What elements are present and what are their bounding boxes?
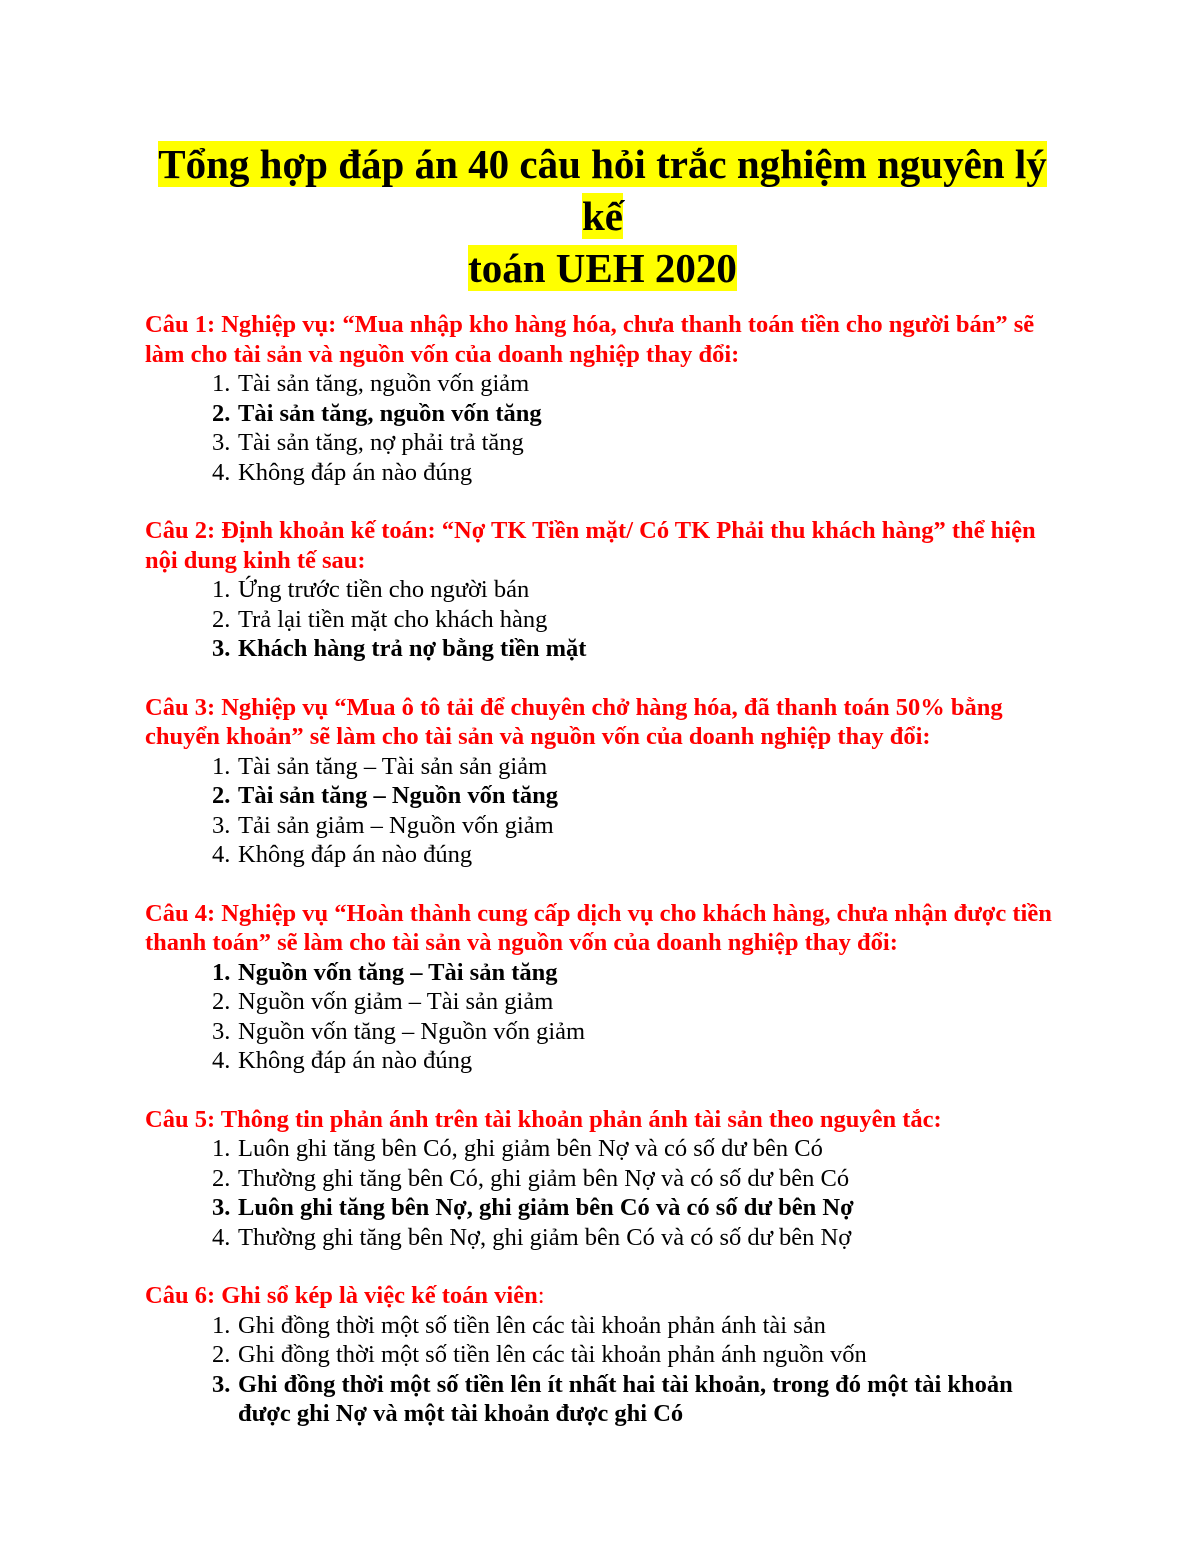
option-text: Nguồn vốn giảm – Tài sản giảm	[238, 988, 554, 1015]
answer-option	[212, 369, 1060, 399]
title-line-1: Tổng hợp đáp án 40 câu hỏi trắc nghiệm nguyên lý kế	[158, 141, 1047, 239]
option-number: 1.	[212, 1311, 231, 1339]
question-label: Câu 6: Ghi sổ kép là việc kế toán viên	[145, 1282, 538, 1309]
option-text: Ghi đồng thời một số tiền lên các tài khoản phản ánh tài sản	[238, 1311, 826, 1339]
option-number: 2.	[212, 782, 231, 809]
answer-option	[212, 428, 1060, 458]
option-number: 3.	[212, 811, 231, 839]
answer-options	[145, 1311, 1060, 1429]
option-number: 4.	[212, 458, 231, 486]
option-text: Nguồn vốn tăng – Nguồn vốn giảm	[238, 1017, 586, 1045]
question-label: Câu 4: Nghiệp vụ “Hoàn thành cung cấp dịch vụ cho khách hàng, chưa nhận được tiền thanh toán” sẽ làm cho tài sản và nguồn vốn của doanh nghiệp thay đổi:	[145, 899, 1052, 956]
question-block	[145, 1281, 1060, 1429]
question-block	[145, 310, 1060, 487]
option-text: Thường ghi tăng bên Nợ, ghi giảm bên Có và có số dư bên Nợ	[238, 1223, 852, 1251]
option-number: 1.	[212, 1135, 231, 1162]
correct-answer-option	[212, 781, 1060, 811]
question-text	[145, 1105, 1060, 1135]
option-text: Khách hàng trả nợ bằng tiền mặt	[238, 635, 587, 662]
option-text: Tài sản tăng, nguồn vốn tăng	[238, 399, 542, 427]
question-label: Câu 2: Định khoản kế toán: “Nợ TK Tiền mặt/ Có TK Phải thu khách hàng” thể hiện nội dung kinh tế sau:	[145, 517, 1036, 574]
question-text	[145, 693, 1060, 752]
option-number: 2.	[212, 1341, 231, 1368]
answer-option	[212, 987, 1060, 1017]
answer-option	[212, 1046, 1060, 1076]
correct-answer-option	[212, 958, 1060, 988]
option-number: 1.	[212, 958, 231, 986]
question-label-tail: :	[537, 1282, 545, 1309]
option-number: 2.	[212, 605, 231, 633]
answer-option	[212, 840, 1060, 870]
option-text: Tài sản tăng – Tài sản sản giảm	[238, 752, 548, 780]
option-number: 2.	[212, 1164, 231, 1192]
question-text	[145, 310, 1060, 369]
option-text: Ghi đồng thời một số tiền lên ít nhất hai tài khoản, trong đó một tài khoản được ghi Nợ và một tài khoản được ghi Có	[238, 1370, 1013, 1427]
answer-option	[212, 752, 1060, 782]
option-text: Nguồn vốn tăng – Tài sản tăng	[238, 958, 558, 986]
answer-options	[145, 958, 1060, 1076]
answer-options	[145, 1134, 1060, 1252]
answer-options	[145, 575, 1060, 664]
option-text: Ứng trước tiền cho người bán	[238, 576, 530, 603]
question-label: Câu 5: Thông tin phản ánh trên tài khoản phản ánh tài sản theo nguyên tắc:	[145, 1105, 942, 1133]
question-block	[145, 516, 1060, 664]
option-number: 2.	[212, 988, 231, 1015]
answer-option	[212, 1223, 1060, 1253]
option-number: 1.	[212, 752, 231, 780]
option-text: Luôn ghi tăng bên Nợ, ghi giảm bên Có và có số dư bên Nợ	[238, 1194, 854, 1221]
option-text: Luôn ghi tăng bên Có, ghi giảm bên Nợ và có số dư bên Có	[238, 1135, 823, 1162]
option-text: Tài sản tăng, nợ phải trả tăng	[238, 429, 524, 456]
answer-option	[212, 1311, 1060, 1341]
correct-answer-option	[212, 1370, 1060, 1429]
question-label: Câu 1: Nghiệp vụ: “Mua nhập kho hàng hóa, chưa thanh toán tiền cho người bán” sẽ làm cho tài sản và nguồn vốn của doanh nghiệp thay đổi:	[145, 311, 1035, 368]
option-text: Thường ghi tăng bên Có, ghi giảm bên Nợ và có số dư bên Có	[238, 1164, 850, 1192]
answer-options	[145, 752, 1060, 870]
option-number: 4.	[212, 1223, 231, 1251]
correct-answer-option	[212, 634, 1060, 664]
option-number: 3.	[212, 429, 231, 456]
answer-option	[212, 1340, 1060, 1370]
option-number: 3.	[212, 1194, 231, 1221]
answer-option	[212, 1164, 1060, 1194]
question-text	[145, 1281, 1060, 1311]
option-number: 4.	[212, 1047, 231, 1074]
option-text: Không đáp án nào đúng	[238, 458, 473, 486]
option-number: 1.	[212, 370, 231, 397]
question-block	[145, 899, 1060, 1076]
answer-option	[212, 811, 1060, 841]
title-line-2: toán UEH 2020	[468, 245, 737, 291]
answer-option	[212, 575, 1060, 605]
document-title	[145, 138, 1060, 294]
answer-option	[212, 458, 1060, 488]
option-number: 4.	[212, 841, 231, 868]
option-text: Tài sản tăng – Nguồn vốn tăng	[238, 782, 558, 809]
option-text: Ghi đồng thời một số tiền lên các tài khoản phản ánh nguồn vốn	[238, 1341, 867, 1368]
option-text: Không đáp án nào đúng	[238, 841, 473, 868]
option-number: 3.	[212, 1370, 231, 1398]
question-label: Câu 3: Nghiệp vụ “Mua ô tô tải để chuyên chở hàng hóa, đã thanh toán 50% bằng chuyển khoản” sẽ làm cho tài sản và nguồn vốn của doanh nghiệp thay đổi:	[145, 693, 1003, 750]
option-text: Tài sản tăng, nguồn vốn giảm	[238, 370, 530, 397]
question-text	[145, 899, 1060, 958]
question-text	[145, 516, 1060, 575]
option-text: Không đáp án nào đúng	[238, 1047, 473, 1074]
option-text: Tải sản giảm – Nguồn vốn giảm	[238, 811, 554, 839]
answer-options	[145, 369, 1060, 487]
option-number: 2.	[212, 399, 231, 427]
answer-option	[212, 1134, 1060, 1164]
answer-option	[212, 1017, 1060, 1047]
correct-answer-option	[212, 399, 1060, 429]
question-block	[145, 1105, 1060, 1253]
option-number: 3.	[212, 635, 231, 662]
answer-option	[212, 605, 1060, 635]
option-number: 1.	[212, 576, 231, 603]
option-number: 3.	[212, 1017, 231, 1045]
option-text: Trả lại tiền mặt cho khách hàng	[238, 605, 548, 633]
correct-answer-option	[212, 1193, 1060, 1223]
question-block	[145, 693, 1060, 870]
question-list	[145, 310, 1060, 1429]
